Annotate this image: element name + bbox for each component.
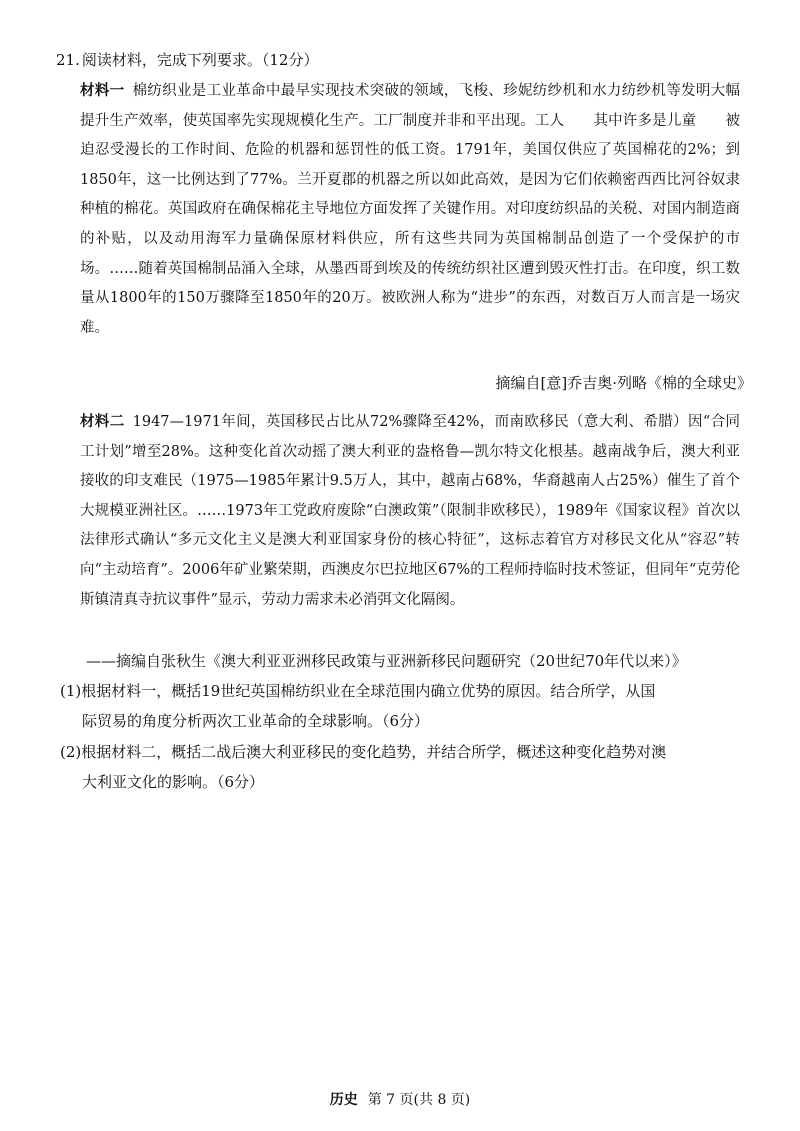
question-header: [56, 50, 756, 70]
material-two-text: 1947—1971年间，英国移民占比从72%骤降至42%，而南欧移民（意大利、希腊）因“合同工计划”增至28%。这种变化首次动摇了澳大利亚的盎格鲁—凯尔特文化根基。越南战争后，澳大利亚接收的印支难民（1975—1985年累计9.5万人，其中，越南占68%，华裔越南人占25%）催生了首个大规模亚洲社区。……1973年工党政府废除“白澳政策”（限制非欧移民），1989年《国家议程》首次以法律形式确认“多元文化主义是澳大利亚国家身份的核心特征”，这标志着官方对移民文化从“容忍”转向“主动培育”。2006年矿业繁荣期，西澳皮尔巴拉地区67%的工程师持临时技术签证，但同年“克劳伦斯镇清真寺抗议事件”显示，劳动力需求未必消弭文化隔阂。: [80, 414, 741, 608]
material-two-source: ——摘编自张秋生《澳大利亚亚洲移民政策与亚洲新移民问题研究（20世纪70年代以来）》: [86, 652, 687, 670]
question-prompt: 阅读材料，完成下列要求。（12分）: [81, 51, 319, 69]
material-one-source: 摘编自[意]乔吉奥·列略《棉的全球史》: [495, 374, 752, 392]
sub-question-2-line1: (2)根据材料二，概括二战后澳大利亚移民的变化趋势，并结合所学，概述这种变化趋势对澳: [60, 743, 667, 761]
sub-question-2-line2: 大利亚文化的影响。（6分）: [82, 773, 265, 791]
sub-question-1-line1: (1)根据材料一，概括19世纪英国棉纺织业在全球范围内确立优势的原因。结合所学，从国: [60, 682, 656, 700]
page-footer: [0, 1090, 800, 1110]
material-one-label: 材料一: [80, 83, 125, 99]
material-one-text: 棉纺织业是工业革命中最早实现技术突破的领域，飞梭、珍妮纺纱机和水力纺纱机等发明大幅提升生产效率，使英国率先实现规模化生产。工厂制度并非和平出现。工人 其中许多是儿童 被迫忍受漫长的工作时间、危险的机器和惩罚性的低工资。1791年，美国仅供应了英国棉花的2%；到1850年，这一比例达到了77%。兰开夏郡的机器之所以如此高效，是因为它们依赖密西西比河谷奴隶种植的棉花。英国政府在确保棉花主导地位方面发挥了关键作用。对印度纺织品的关税、对国内制造商的补贴，以及动用海军力量确保原材料供应，所有这些共同为英国棉制品创造了一个受保护的市场。……随着英国棉制品涌入全球，从墨西哥到埃及的传统纺织社区遭到毁灭性打击。在印度，织工数量从1800年的150万骤降至1850年的20万。被欧洲人称为“进步”的东西，对数百万人而言是一场灾难。: [80, 83, 741, 336]
footer-subject: 历史: [329, 1092, 358, 1108]
sub-question-2: [60, 737, 760, 797]
material-one: [80, 77, 740, 343]
sub-question-1-line2: 际贸易的角度分析两次工业革命的全球影响。（6分）: [82, 712, 430, 730]
material-two-label: 材料二: [80, 414, 125, 430]
question-number: 21.: [56, 51, 80, 69]
footer-page-number: 第 7 页(共 8 页): [367, 1092, 471, 1108]
sub-question-1: [60, 676, 760, 736]
material-two: [80, 408, 740, 615]
